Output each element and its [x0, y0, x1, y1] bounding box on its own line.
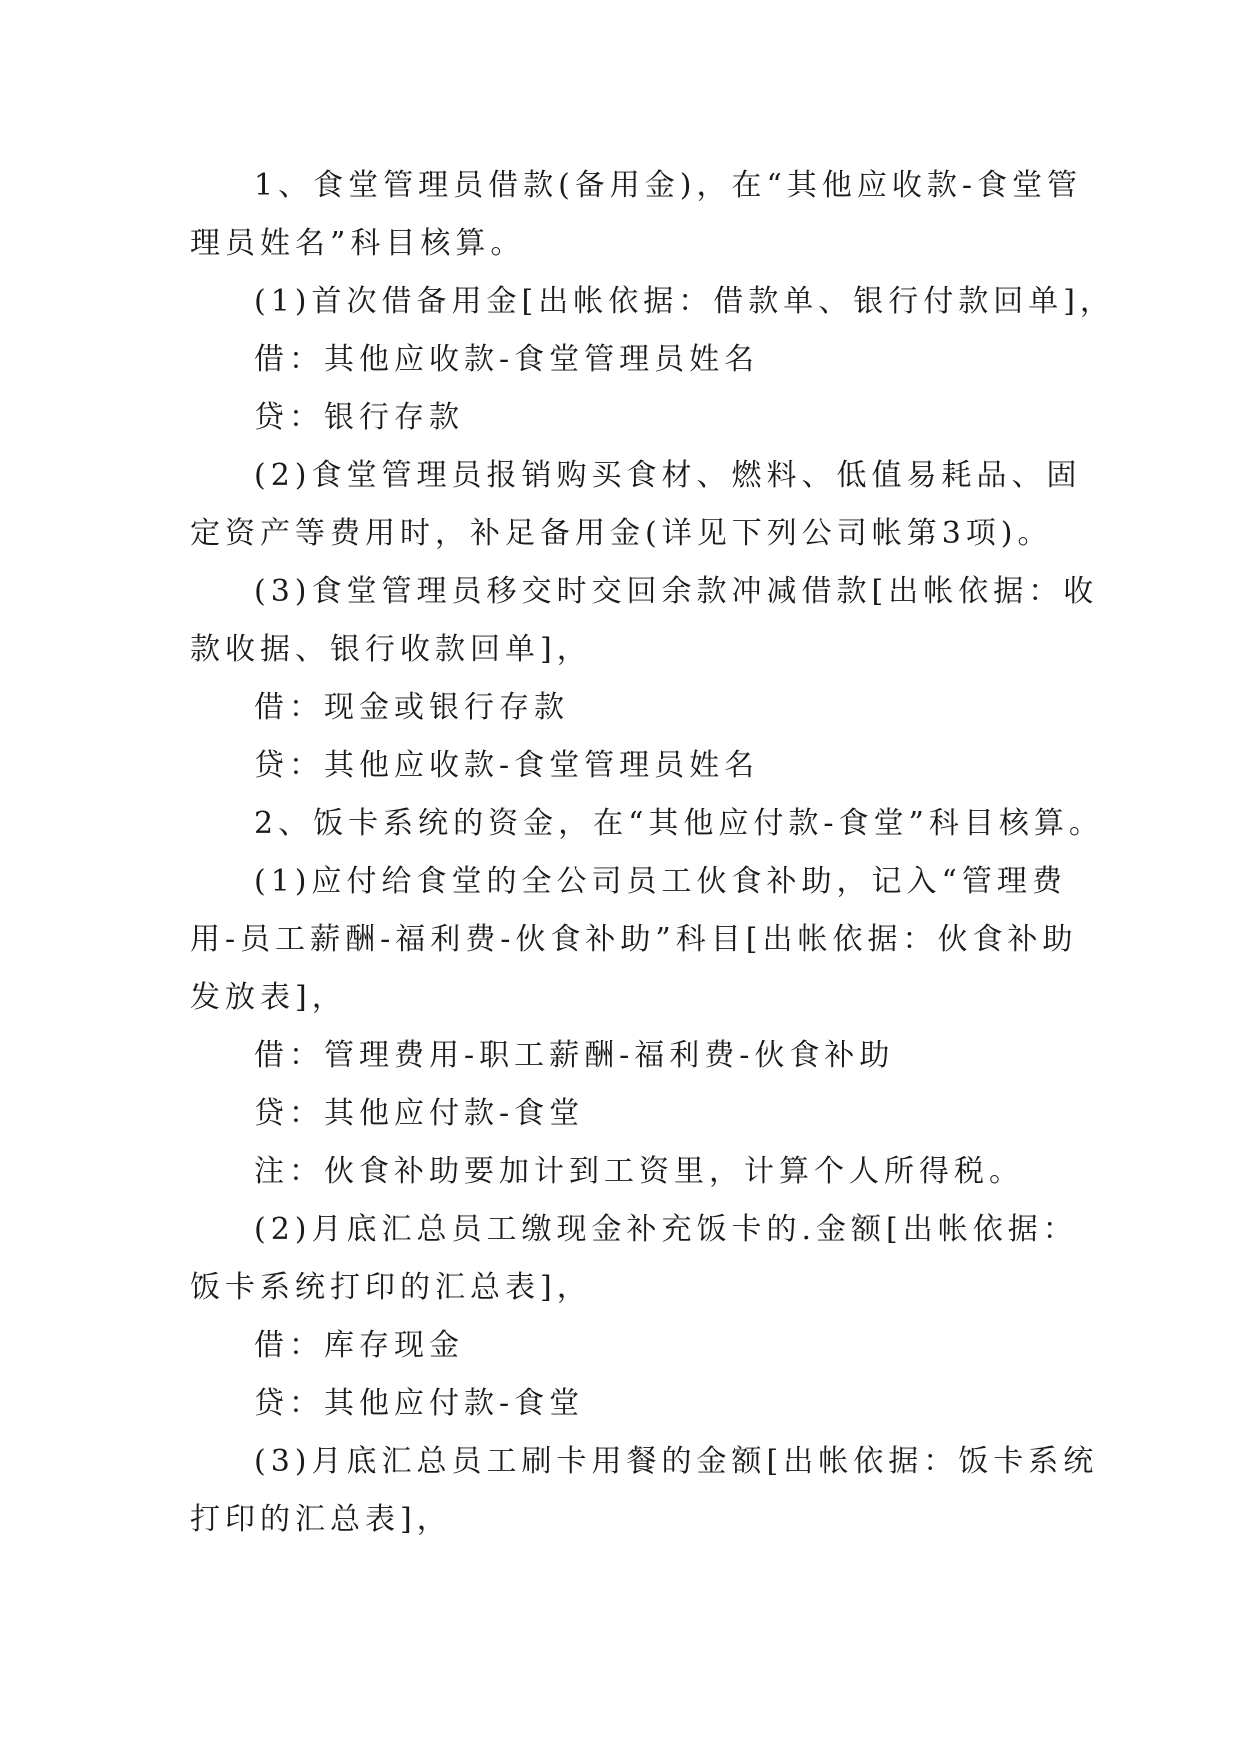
- paragraph-line: 1、食堂管理员借款(备用金)，在“其他应收款-食堂管: [254, 168, 1082, 203]
- paragraph-line: 定资产等费用时，补足备用金(详见下列公司帐第3项)。: [190, 516, 1053, 551]
- paragraph-line: 借：库存现金: [254, 1328, 464, 1363]
- paragraph-line: 发放表]，: [190, 980, 347, 1015]
- paragraph-line: 打印的汇总表]，: [190, 1502, 452, 1537]
- paragraph-line: 借：其他应收款-食堂管理员姓名: [254, 342, 760, 377]
- paragraph-line: 2、饭卡系统的资金，在“其他应付款-食堂”科目核算。: [254, 806, 1104, 841]
- paragraph-line: 贷：其他应收款-食堂管理员姓名: [254, 748, 760, 783]
- paragraph-line: (1)首次借备用金[出帐依据：借款单、银行付款回单]，: [254, 284, 1115, 319]
- paragraph-line: 贷：其他应付款-食堂: [254, 1096, 585, 1131]
- paragraph-line: (1)应付给食堂的全公司员工伙食补助，记入“管理费: [254, 864, 1067, 899]
- paragraph-line: 贷：银行存款: [254, 400, 464, 435]
- paragraph-line: 借：管理费用-职工薪酬-福利费-伙食补助: [254, 1038, 895, 1073]
- document-body: [190, 157, 1115, 1549]
- paragraph-line: (2)月底汇总员工缴现金补充饭卡的.金额[出帐依据：: [254, 1212, 1078, 1247]
- paragraph-line: (2)食堂管理员报销购买食材、燃料、低值易耗品、固: [254, 458, 1082, 493]
- paragraph-line: 理员姓名”科目核算。: [190, 226, 526, 261]
- paragraph-line: 饭卡系统打印的汇总表]，: [190, 1270, 592, 1305]
- paragraph-line: (3)食堂管理员移交时交回余款冲减借款[出帐依据：收: [254, 574, 1099, 609]
- paragraph-line: 借：现金或银行存款: [254, 690, 569, 725]
- paragraph-line: 注：伙食补助要加计到工资里，计算个人所得税。: [254, 1154, 1024, 1189]
- paragraph-line: 款收据、银行收款回单]，: [190, 632, 592, 667]
- paragraph-line: (3)月底汇总员工刷卡用餐的金额[出帐依据：饭卡系统: [254, 1444, 1099, 1479]
- paragraph-line: 用-员工薪酬-福利费-伙食补助”科目[出帐依据：伙食补助: [190, 922, 1078, 957]
- paragraph-line: 贷：其他应付款-食堂: [254, 1386, 585, 1421]
